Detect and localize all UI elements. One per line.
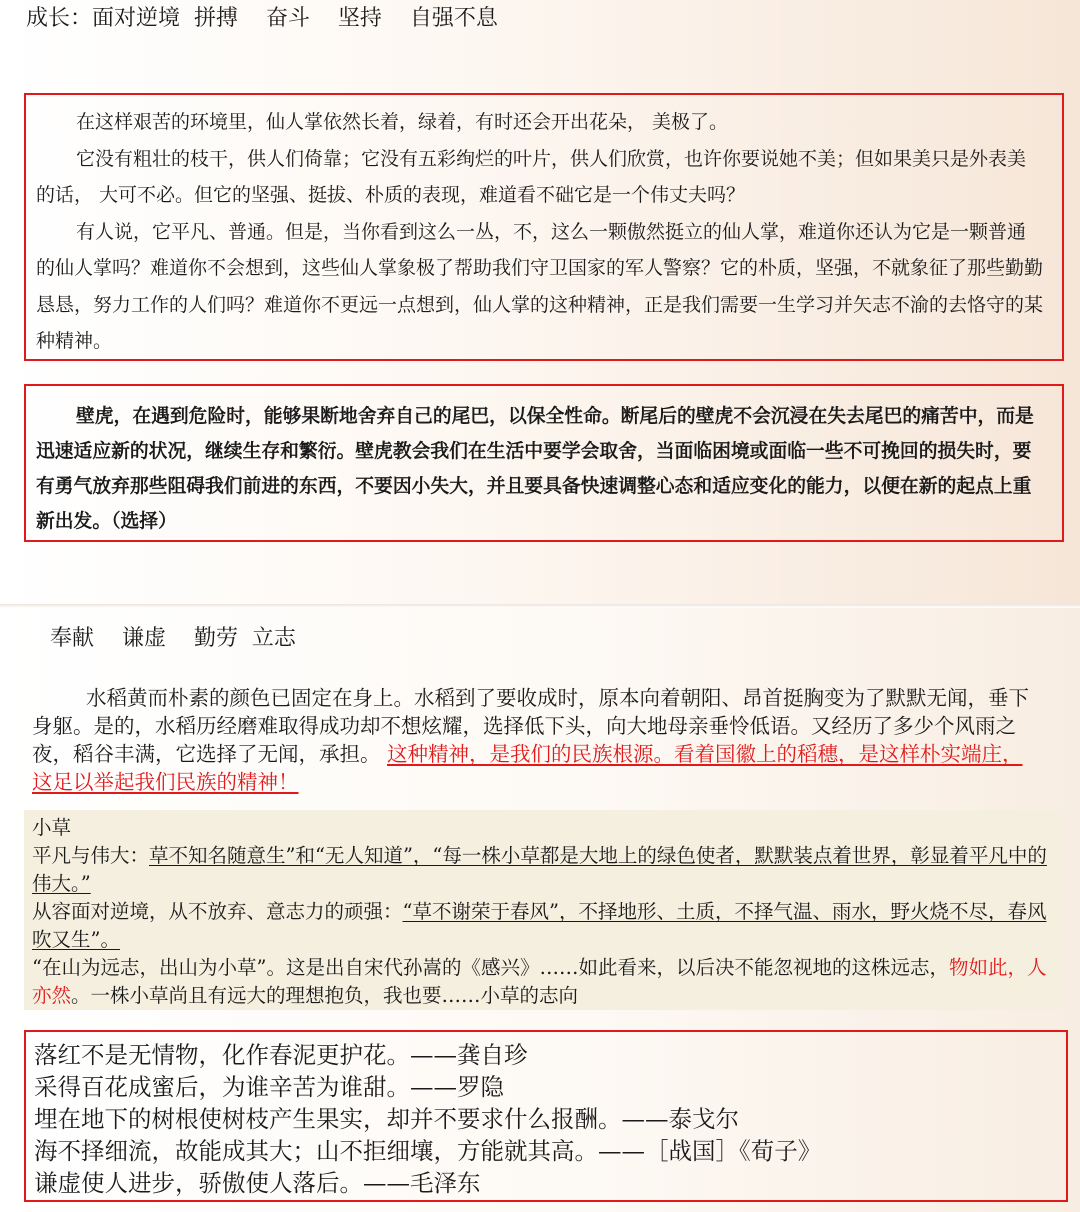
quote-item: 海不择细流，故能成其大；山不拒细壤，方能就其高。——［战国］《荀子》 (34, 1137, 822, 1165)
grass-ambition-text-1: “在山为远志，出山为小草”。这是出自宋代孙嵩的《感兴》……如此看来，以后决不能忽视地的这株远志， (32, 956, 949, 979)
grass-ambition-text-2: 。一株小草尚且有远大的理想抱负，我也要……小草的志向 (71, 984, 579, 1007)
cactus-paragraph-3: 有人说，它平凡、普通。但是，当你看到这么一丛，不，这么一颗傲然挺立的仙人掌，难道你还认为它是一颗普通的仙人掌吗？难道你不会想到，这些仙人掌象极了帮助我们守卫国家的军人警察？它的朴质，坚强，不就象征了那些勤勤恳恳，努力工作的人们吗？难道你不更远一点想到，仙人掌的这种精神，正是我们需要一生学习并矢志不渝的去恪守的某种精神。 (36, 220, 1044, 352)
gecko-box (24, 384, 1064, 542)
panel-divider (0, 604, 1080, 608)
rice-paragraph (32, 684, 1034, 796)
grass-line-adversity-label: 从容面对逆境，从不放弃、意志力的顽强： (32, 900, 403, 923)
cactus-paragraph-1: 在这样艰苦的环境里，仙人掌依然长着，绿着，有时还会开出花朵， 美极了。 (76, 111, 729, 133)
gecko-paragraph: 壁虎，在遇到危险时，能够果断地舍弃自己的尾巴，以保全性命。断尾后的壁虎不会沉浸在失去尾巴的痛苦中，而是迅速适应新的状况，继续生存和繁衍。壁虎教会我们在生活中要学会取舍，当面临困境或面临一些不可挽回的损失时，要有勇气放弃那些阻碍我们前进的东西，不要因小失大，并且要具备快速调整心态和适应变化的能力，以便在新的起点上重新出发。（选择） (36, 405, 1034, 532)
grass-line-ordinary-text: 草不知名随意生”和“无人知道”，“每一株小草都是大地上的绿色使者，默默装点着世界，彰显着平凡中的伟大。” (32, 844, 1047, 895)
section2-heading: 奉献 谦虚 勤劳 立志 (50, 626, 296, 651)
grass-line-adversity (32, 898, 1054, 954)
cactus-box (24, 93, 1064, 361)
quote-item: 落红不是无情物，化作春泥更护花。——龚自珍 (34, 1041, 528, 1069)
section1-heading: 成长：面对逆境 拼搏 奋斗 坚持 自强不息 (26, 6, 498, 31)
quote-item: 埋在地下的树根使树枝产生果实，却并不要求什么报酬。——泰戈尔 (34, 1105, 739, 1133)
grass-title: 小草 (32, 816, 72, 839)
grass-line-ordinary (32, 842, 1054, 898)
rice-text: 水稻黄而朴素的颜色已固定在身上。水稻到了要收成时，原本向着朝阳、昂首挺胸变为了默默无闻，垂下身躯。是的，水稻历经磨难取得成功却不想炫耀，选择低下头，向大地母亲垂怜低语。又经历了多少个风雨之夜，稻谷丰满，它选择了无闻，承担。 (32, 686, 1029, 766)
quote-item: 谦虚使人进步，骄傲使人落后。——毛泽东 (34, 1169, 481, 1197)
grass-line-ambition (32, 954, 1054, 1010)
grass-line-ordinary-label: 平凡与伟大： (32, 844, 150, 867)
grass-line-adversity-text: “草不谢荣于春风”，不择地形、土质，不择气温、雨水，野火烧不尽，春风吹又生”。 (32, 900, 1047, 951)
grass-ambition-red: 物如此，人亦然 (32, 956, 1047, 1007)
grass-block (24, 810, 1064, 1010)
quote-item: 采得百花成蜜后，为谁辛苦为谁甜。——罗隐 (34, 1073, 504, 1101)
cactus-paragraph-2: 它没有粗壮的枝干，供人们倚靠；它没有五彩绚烂的叶片，供人们欣赏，也许你要说她不美；但如果美只是外表美的话， 大可不必。但它的坚强、挺拔、朴质的表现，难道看不础它是一个伟丈夫吗？ (36, 147, 1027, 206)
quotes-box (24, 1030, 1068, 1202)
rice-highlight: 这种精神，是我们的民族根源。看着国徽上的稻穗，是这样朴实端庄，这足以举起我们民族的精神！ (32, 742, 1023, 794)
